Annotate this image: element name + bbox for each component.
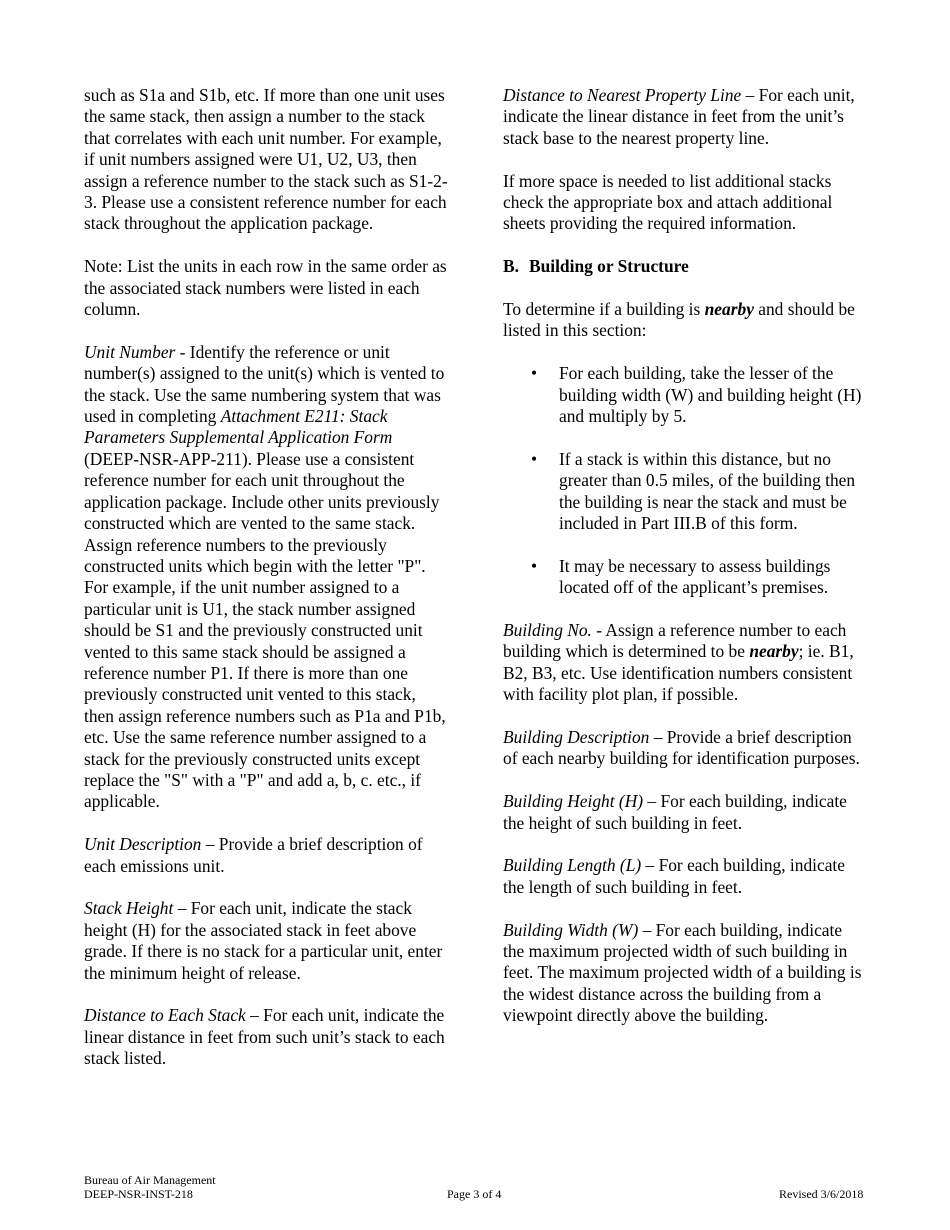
nearby-emphasis: nearby (704, 299, 754, 320)
building-width-term: Building Width (W) (503, 919, 639, 940)
nearby-determination-paragraph (503, 299, 865, 342)
distance-each-stack-term: Distance to Each Stack (84, 1005, 246, 1026)
footer-doc-id: DEEP-NSR-INST-218 (84, 1187, 193, 1201)
list-item-text: If a stack is within this distance, but no greater than 0.5 miles, of the building then the building is near the stack and must be included in Part III.B of this form. (559, 448, 856, 534)
distance-each-stack-text: – For each unit, indicate the linear distance in feet from such unit’s stack to each stack listed. (84, 1005, 445, 1069)
building-description-text: – Provide a brief description of each nearby building for identification purposes. (503, 727, 860, 769)
section-b-heading (503, 256, 865, 277)
building-no-paragraph (503, 620, 865, 706)
distance-property-term: Distance to Nearest Property Line (503, 85, 742, 105)
list-item (503, 556, 865, 599)
section-b-title: Building or Structure (529, 256, 689, 277)
building-height-text: – For each building, indicate the height of such building in feet. (503, 791, 847, 833)
unit-number-text-2: (DEEP-NSR-APP-211). Please use a consistent reference number for each unit throughout the application package. Include other units previously constructed which are vented to the same stack. Assign reference numbers to the previously constructed units which begin with the letter "P". For example, if the unit number assigned to a particular unit is U1, the stack number assigned should be S1 and the previously constructed unit vented to this same stack should be assigned a reference number P1. If there is more than one previously constructed unit vented to this stack, then assign reference numbers such as P1a and P1b, etc. Use the same reference number assigned to a stack for the previously constructed units except replace the "S" with a "P" and add a, b, c. etc., if applicable. (84, 448, 446, 812)
distance-property-text: – For each unit, indicate the linear distance in feet from the unit’s stack base to the nearest property line. (503, 85, 855, 148)
note-paragraph: Note: List the units in each row in the same order as the associated stack numbers were listed in each column. (84, 256, 447, 320)
stack-height-text: – For each unit, indicate the stack height (H) for the associated stack in feet above grade. If there is no stack for a particular unit, enter the minimum height of release. (84, 898, 443, 983)
unit-number-text-1: - Identify the reference or unit number(s) assigned to the unit(s) which is vented to the stack. Use the same numbering system that was used in completing (84, 341, 445, 427)
footer-agency-block (84, 1173, 216, 1201)
footer-agency: Bureau of Air Management (84, 1173, 216, 1187)
section-b-letter: B. (503, 256, 519, 277)
list-item (503, 449, 865, 535)
left-column (84, 85, 450, 1091)
building-length-text: – For each building, indicate the length of such building in feet. (503, 855, 845, 897)
building-description-term: Building Description (503, 727, 650, 748)
attachment-reference: Attachment E211: Stack Parameters Supplemental Application Form (84, 406, 393, 448)
building-width-text: – For each building, indicate the maximum projected width of such building in feet. The maximum projected width of a building is the widest distance across the building from a viewpoint directly above the building. (503, 919, 862, 1026)
building-no-text-1: Assign a reference number to each building which is determined to be (503, 620, 847, 662)
distance-property-paragraph (503, 85, 865, 149)
distance-each-stack-paragraph (84, 1005, 450, 1069)
unit-description-paragraph (84, 834, 450, 877)
nearby-criteria-list (503, 363, 865, 598)
determine-text-1: To determine if a building is (503, 299, 705, 320)
unit-description-term: Unit Description (84, 834, 202, 855)
bullet-icon: • (531, 448, 538, 469)
list-item-text: It may be necessary to assess buildings located off of the applicant’s premises. (559, 555, 831, 598)
stack-height-term: Stack Height (84, 898, 174, 919)
more-space-paragraph: If more space is needed to list additional stacks check the appropriate box and attach additional sheets providing the required information. (503, 170, 833, 234)
list-item (503, 363, 865, 427)
building-length-paragraph (503, 855, 865, 898)
bullet-icon: • (531, 555, 538, 576)
building-height-paragraph (503, 791, 865, 834)
footer-page-number: Page 3 of 4 (447, 1187, 502, 1201)
building-width-paragraph (503, 920, 865, 1027)
unit-number-paragraph (84, 342, 450, 813)
building-description-paragraph (503, 727, 865, 770)
nearby-emphasis: nearby (749, 641, 799, 662)
bullet-icon: • (531, 363, 538, 384)
footer-revised-date: Revised 3/6/2018 (779, 1187, 864, 1201)
right-column (503, 85, 865, 1048)
building-length-term: Building Length (L) (503, 855, 642, 876)
unit-number-term: Unit Number (84, 341, 176, 362)
building-no-term: Building No. - (503, 620, 603, 641)
building-no-text-2: ; ie. B1, B2, B3, etc. Use identification numbers consistent with facility plot plan, if possible. (503, 641, 854, 705)
building-height-term: Building Height (H) (503, 791, 644, 812)
list-item-text: For each building, take the lesser of the building width (W) and building height (H) and multiply by 5. (559, 363, 862, 427)
stack-reference-paragraph: such as S1a and S1b, etc. If more than one unit uses the same stack, then assign a number to the stack that correlates with each unit number. For example, if unit numbers assigned were U1, U2, U3, then assign a reference number to the stack such as S1-2-3. Please use a consistent reference number for each stack throughout the application package. (84, 85, 448, 234)
stack-height-paragraph (84, 898, 450, 984)
determine-text-2: and should be listed in this section: (503, 299, 855, 341)
unit-description-text: – Provide a brief description of each emissions unit. (84, 834, 423, 876)
